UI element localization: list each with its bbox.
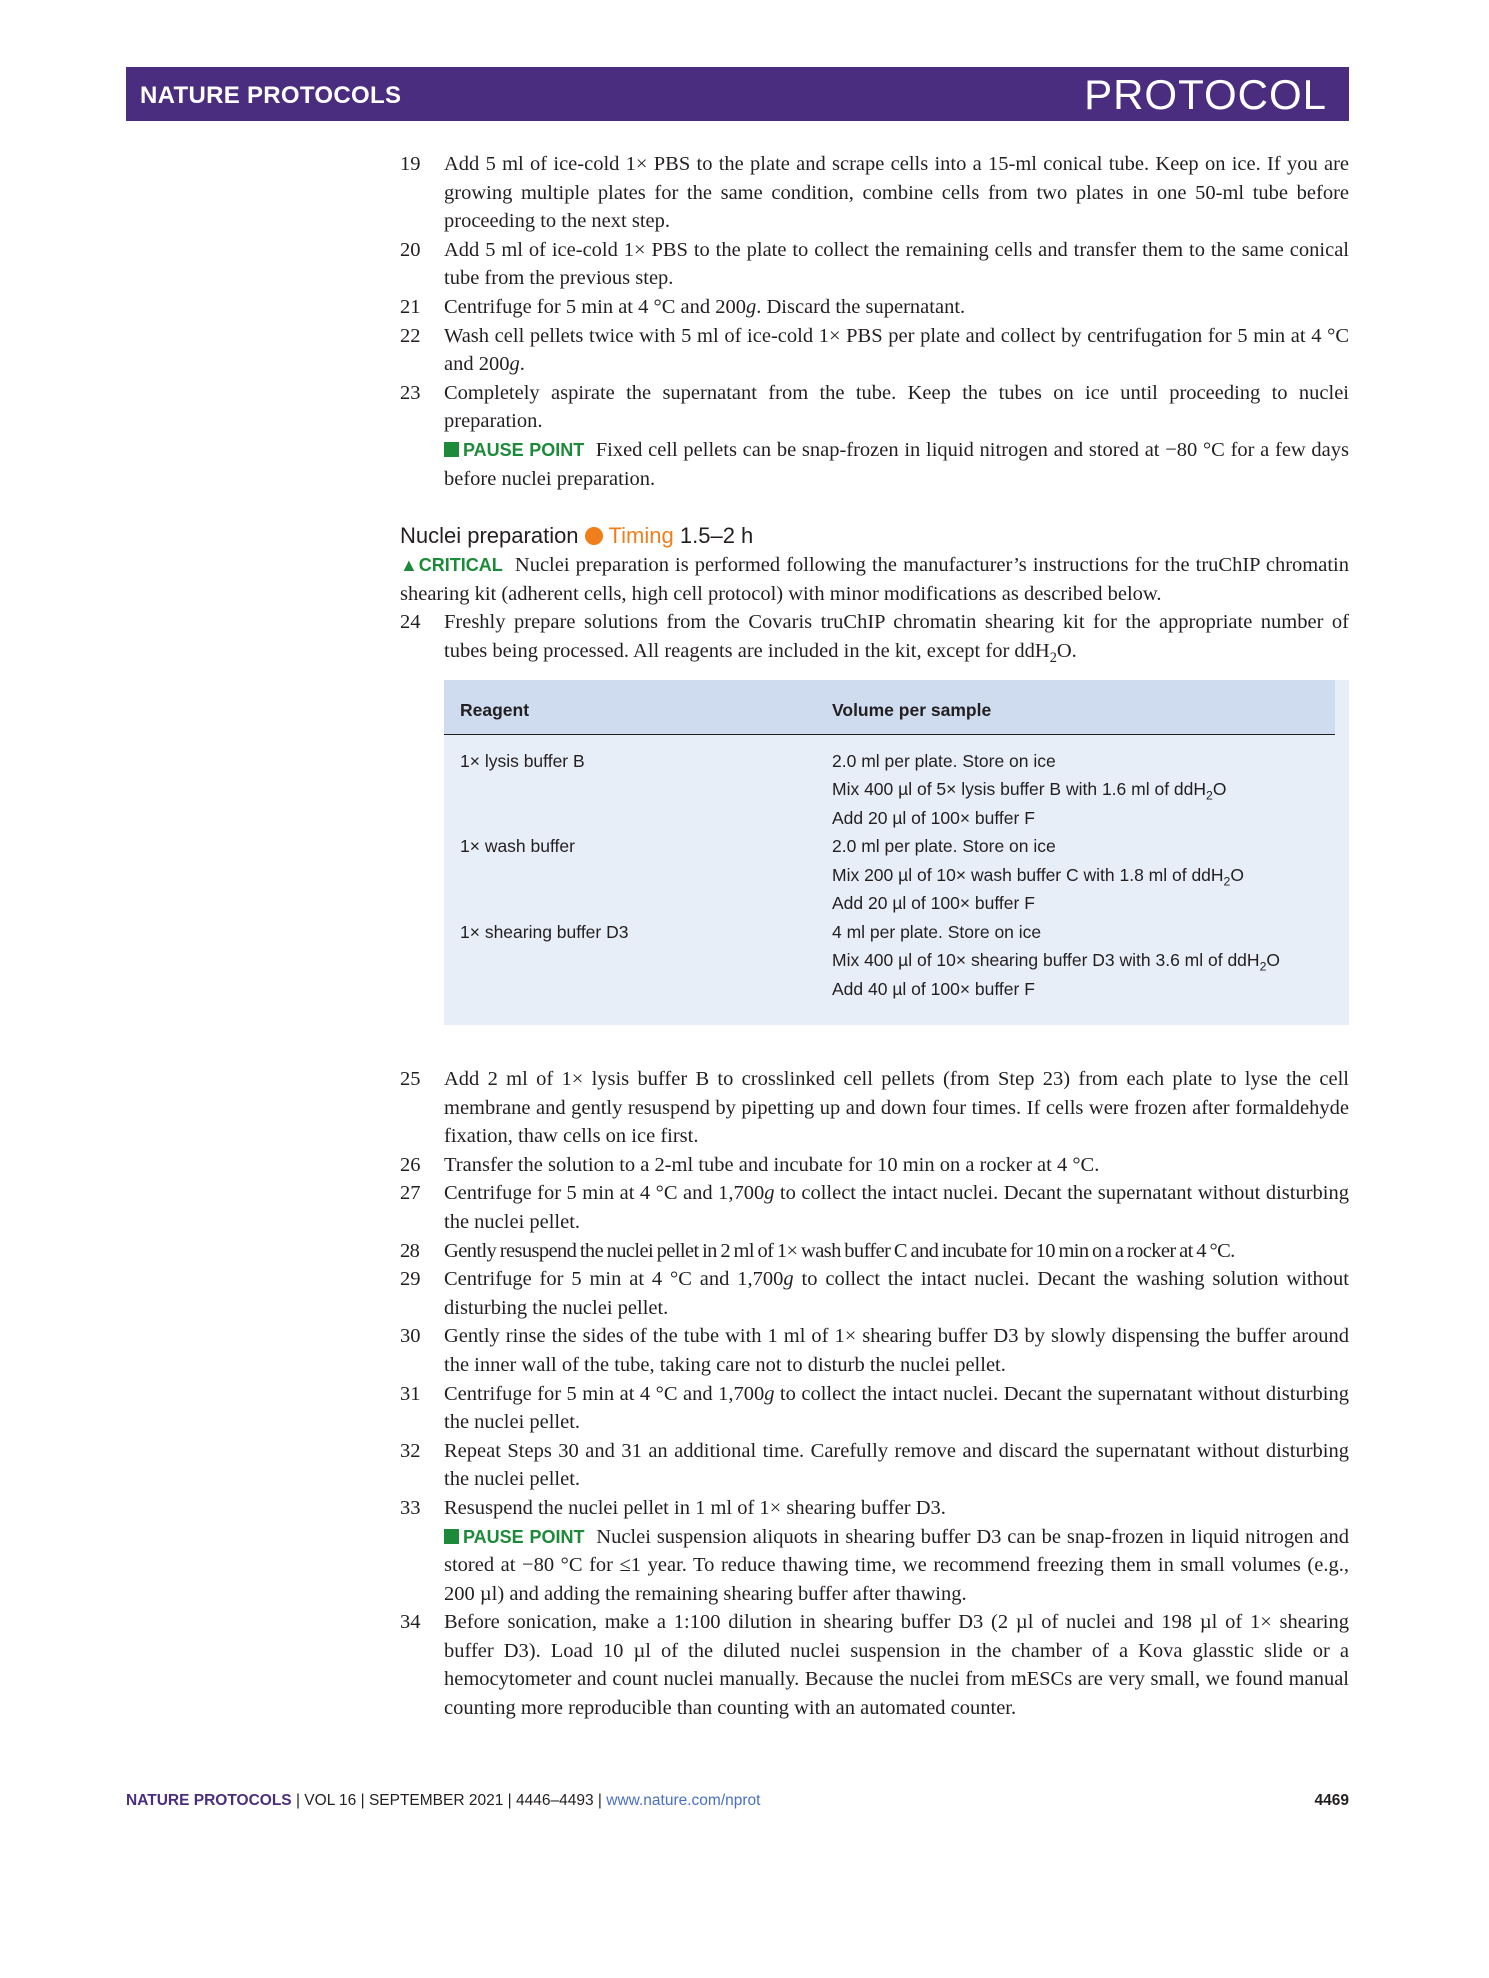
step-number: 28 — [400, 1239, 420, 1262]
step-number: 23 — [400, 381, 421, 404]
volume-cell: 2.0 ml per plate. Store on ice Mix 200 µl of 10× wash buffer C with 1.8 ml of ddH$_2$O Add 20 µl of 100× buffer F — [832, 836, 1244, 913]
reagent-cell: 1× shearing buffer D3 — [460, 921, 629, 942]
step-number: 32 — [400, 1439, 421, 1462]
step-number: 22 — [400, 324, 421, 347]
page-body — [400, 150, 1349, 1723]
reagent-table — [444, 680, 1349, 1026]
page-number: 4469 — [1314, 1792, 1349, 1809]
citation-line: NATURE PROTOCOLS | VOL 16 | SEPTEMBER 2021 | 4446–4493 | www.nature.com/nprot — [126, 1792, 761, 1809]
article-type: PROTOCOL — [1084, 71, 1327, 118]
column-header: Reagent — [460, 699, 530, 720]
step-text: Centrifuge for 5 min at 4 °C and 1,700g to collect the intact nuclei. Decant the supernatant without disturbing the nuclei pellet. — [444, 1382, 1349, 1434]
step-28 — [400, 1237, 1349, 1266]
step-number: 30 — [400, 1325, 421, 1348]
table-row — [444, 918, 1349, 1004]
pause-point-label: PAUSE POINT — [444, 1527, 584, 1547]
step-text: Centrifuge for 5 min at 4 °C and 200g. Discard the supernatant. — [444, 295, 966, 318]
step-22 — [400, 322, 1349, 379]
step-text: Add 5 ml of ice-cold 1× PBS to the plate to collect the remaining cells and transfer them to the same conical tube from the previous step. — [444, 238, 1349, 290]
step-number: 29 — [400, 1268, 421, 1291]
step-27 — [400, 1179, 1349, 1236]
step-number: 20 — [400, 238, 421, 261]
journal-name: NATURE PROTOCOLS — [140, 82, 402, 109]
step-32 — [400, 1437, 1349, 1494]
step-text: Transfer the solution to a 2-ml tube and incubate for 10 min on a rocker at 4 °C. — [444, 1153, 1100, 1176]
journal-url-link[interactable]: www.nature.com/nprot — [606, 1792, 761, 1809]
step-number: 34 — [400, 1611, 421, 1634]
step-29 — [400, 1265, 1349, 1322]
step-number: 24 — [400, 611, 421, 634]
section-heading: Nuclei preparation Timing 1.5–2 h — [400, 523, 754, 549]
volume-cell: 2.0 ml per plate. Store on ice Mix 400 µl of 5× lysis buffer B with 1.6 ml of ddH$_2$O Add 20 µl of 100× buffer F — [832, 750, 1227, 828]
step-31 — [400, 1380, 1349, 1437]
volume-cell: 4 ml per plate. Store on ice Mix 400 µl of 10× shearing buffer D3 with 3.6 ml of ddH$_2$O Add 40 µl of 100× buffer F — [832, 921, 1281, 999]
step-33 — [400, 1494, 1349, 1608]
step-number: 33 — [400, 1496, 421, 1519]
step-text: Wash cell pellets twice with 5 ml of ice-cold 1× PBS per plate and collect by centrifugation for 5 min at 4 °C and 200g. — [444, 324, 1349, 376]
step-text: Gently resuspend the nuclei pellet in 2 ml of 1× wash buffer C and incubate for 10 min on a rocker at 4 °C. — [444, 1239, 1235, 1262]
step-text: Add 2 ml of 1× lysis buffer B to crosslinked cell pellets (from Step 23) from each plate to lyse the cell membrane and gently resuspend by pipetting up and down four times. If cells were frozen after formaldehyde fixation, thaw cells on ice first. — [444, 1068, 1349, 1148]
step-text: Centrifuge for 5 min at 4 °C and 1,700g to collect the intact nuclei. Decant the washing solution without disturbing the nuclei pellet. — [444, 1268, 1349, 1319]
pause-square-icon — [444, 442, 459, 457]
step-text: Resuspend the nuclei pellet in 1 ml of 1× shearing buffer D3. — [444, 1496, 946, 1519]
step-19 — [400, 150, 1349, 236]
reagent-cell: 1× wash buffer — [460, 836, 575, 856]
step-25 — [400, 1065, 1349, 1151]
step-text: Repeat Steps 30 and 31 an additional time. Carefully remove and discard the supernatant without disturbing the nuclei pellet. — [444, 1439, 1349, 1491]
step-21 — [400, 293, 1349, 322]
step-text: Freshly prepare solutions from the Covaris truChIP chromatin shearing kit for the appropriate number of tubes being processed. All reagents are included in the kit, except for ddH$_2$O. — [444, 611, 1349, 666]
step-number: 21 — [400, 295, 421, 318]
critical-label: ▲CRITICAL — [400, 555, 503, 576]
step-text: Add 5 ml of ice-cold 1× PBS to the plate and scrape cells into a 15-ml conical tube. Keep on ice. If you are growing multiple plates for the same condition, combine cells from two plates in one 50-ml tube before proceeding to the next step. — [444, 153, 1349, 233]
table-row — [444, 832, 1349, 918]
pause-square-icon — [444, 1529, 459, 1544]
step-number: 19 — [400, 153, 421, 175]
step-text: Gently rinse the sides of the tube with 1 ml of 1× shearing buffer D3 by slowly dispensing the buffer around the inner wall of the tube, taking care not to disturb the nuclei pellet. — [444, 1325, 1349, 1376]
step-23 — [400, 379, 1349, 493]
step-text: Before sonication, make a 1:100 dilution in shearing buffer D3 (2 µl of nuclei and 198 µl of 1× shearing buffer D3). Load 10 µl of the diluted nuclei suspension in the chamber of a Kova glasstic slide or a hemocytometer and count nuclei manually. Because the nuclei from mESCs are very small, we found manual counting more reproducible than counting with an automated counter. — [444, 1611, 1349, 1720]
table-row — [444, 747, 1349, 833]
journal-header-bar — [126, 67, 1349, 121]
step-20 — [400, 236, 1349, 293]
step-number: 31 — [400, 1382, 421, 1405]
step-24 — [400, 608, 1349, 665]
pause-point-label: PAUSE POINT — [444, 440, 584, 460]
step-number: 25 — [400, 1068, 421, 1090]
critical-note: ▲CRITICAL Nuclei preparation is performed following the manufacturer’s instructions for the truChIP chromatin shearing kit (adherent cells, high cell protocol) with minor modifications as described below. — [400, 554, 1349, 605]
pause-point-note: PAUSE POINT Fixed cell pellets can be snap-frozen in liquid nitrogen and stored at −80 °C for a few days before nuclei preparation. — [444, 438, 1350, 490]
step-26 — [400, 1151, 1349, 1180]
step-number: 27 — [400, 1182, 421, 1205]
reagent-cell: 1× lysis buffer B — [460, 750, 585, 771]
step-34 — [400, 1608, 1349, 1722]
step-30 — [400, 1322, 1349, 1379]
step-text: Centrifuge for 5 min at 4 °C and 1,700g to collect the intact nuclei. Decant the supernatant without disturbing the nuclei pellet. — [444, 1182, 1349, 1233]
step-text: Completely aspirate the supernatant from the tube. Keep the tubes on ice until proceeding to nuclei preparation. — [444, 381, 1349, 433]
pause-point-note: PAUSE POINT Nuclei suspension aliquots in shearing buffer D3 can be snap-frozen in liquid nitrogen and stored at −80 °C for ≤1 year. To reduce thawing time, we recommend freezing them in small volumes (e.g., 200 µl) and adding the remaining shearing buffer after thawing. — [444, 1525, 1349, 1605]
timing-dot-icon — [585, 527, 603, 545]
step-number: 26 — [400, 1153, 421, 1176]
table-header — [444, 680, 1335, 735]
column-header: Volume per sample — [832, 699, 992, 720]
